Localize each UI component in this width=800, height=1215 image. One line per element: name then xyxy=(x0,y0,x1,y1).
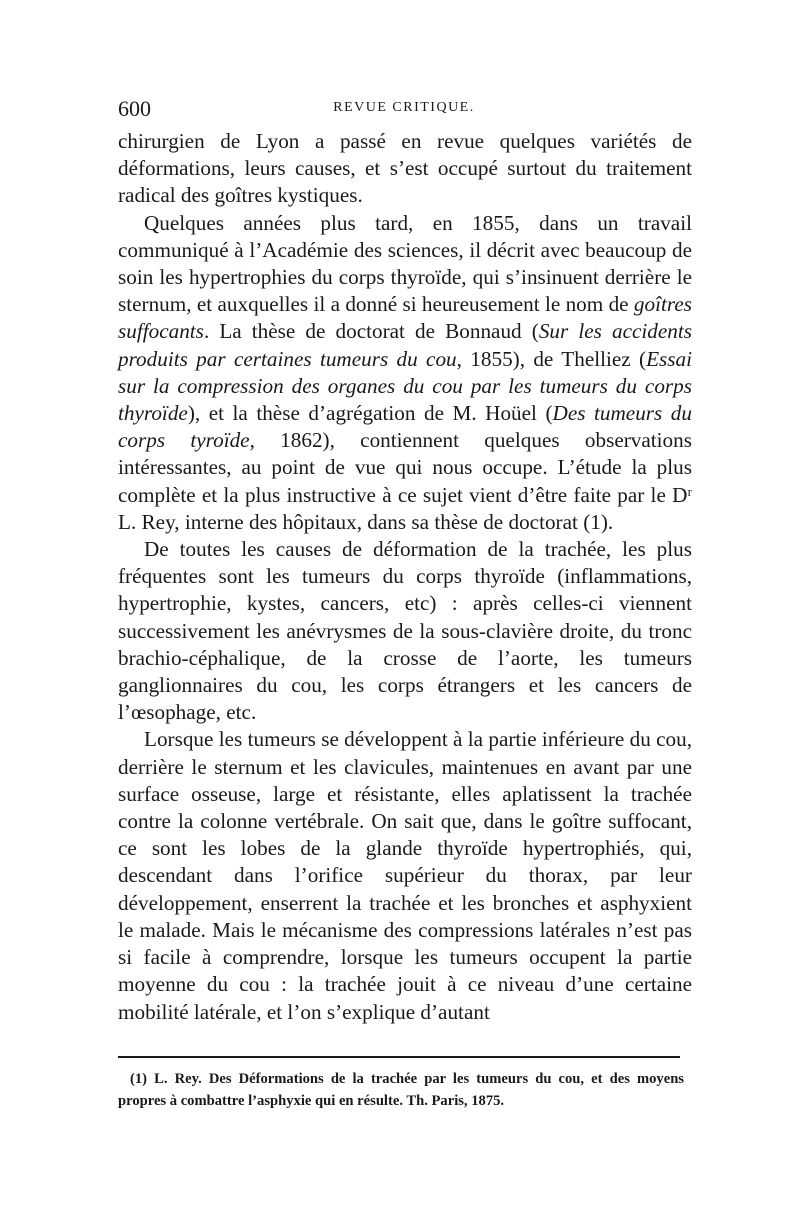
footnote: (1) L. Rey. Des Déformations de la trachée par les tumeurs du cou, et des moyens propres à combattre l’asphyxie qui en résulte. Th. Paris, 1875. xyxy=(118,1071,684,1109)
main-text xyxy=(118,128,692,1026)
footnote-divider xyxy=(118,1056,680,1058)
text-run: , 1862), contiennent quelques observations intéressantes, au point de vue qui nous occupe. L’étude la plus complète et la plus instructive à ce sujet vient d’être faite par le Dʳ L. Rey, interne des hôpitaux, dans sa thèse de doctorat (1). xyxy=(118,428,692,534)
italic-text: Essai sur la compression des organes du cou par les tumeurs du corps thyroïde xyxy=(118,346,693,426)
running-title: REVUE CRITIQUE. xyxy=(333,100,475,115)
text-run: . La thèse de doctorat de Bonnaud ( xyxy=(203,319,539,344)
page-number: 600 xyxy=(118,96,151,121)
paragraph xyxy=(118,536,692,726)
italic-text: Sur les accidents produits par certaines tumeurs du cou xyxy=(118,319,692,371)
running-head xyxy=(118,96,690,126)
text-run: Quelques années plus tard, en 1855, dans un travail communiqué à l’Académie des sciences, il décrit avec beaucoup de soin les hypertrophies du corps thyroïde, qui s’insinuent derrière le sternum, et auxquelles il a donné si heureusement le nom de xyxy=(118,210,692,317)
paragraph xyxy=(118,128,692,210)
text-run: ), et la thèse d’agrégation de M. Hoüel ( xyxy=(187,401,553,426)
text-run: chirurgien de Lyon a passé en revue quelques variétés de déformations, leurs causes, et s’est occupé surtout du traitement radical des goîtres kystiques. xyxy=(118,129,692,208)
italic-text: Des tumeurs du corps tyroïde xyxy=(118,401,692,453)
text-run: , 1855), de Thelliez ( xyxy=(456,346,647,371)
paragraph xyxy=(118,726,692,1025)
paragraph xyxy=(118,210,692,536)
italic-text: goîtres suffocants xyxy=(118,292,692,344)
text-run: De toutes les causes de déformation de la trachée, les plus fréquentes sont les tumeurs du corps thyroïde (inflammations, hypertrophie, kystes, cancers, etc) : après celles-ci viennent successivement les anévrysmes de la sous-clavière droite, du tronc brachio-céphalique, de la crosse de l’aorte, les tumeurs ganglionnaires du cou, les corps étrangers et les cancers de l’œsophage, etc. xyxy=(118,537,692,725)
text-run: Lorsque les tumeurs se développent à la partie inférieure du cou, derrière le sternum et les clavicules, maintenues en avant par une surface osseuse, large et résistante, elles aplatissent la trachée contre la colonne vertébrale. On sait que, dans le goître suffocant, ce sont les lobes de la glande thyroïde hypertrophiés, qui, descendant dans l’orifice supérieur du thorax, par leur développement, enserrent la trachée et les bronches et asphyxient le malade. Mais le mécanisme des compressions latérales n’est pas si facile à comprendre, lorsque les tumeurs occupent la partie moyenne du cou : la trachée jouit à ce niveau d’une certaine mobilité latérale, et l’on s’explique d’autant xyxy=(118,727,692,1024)
